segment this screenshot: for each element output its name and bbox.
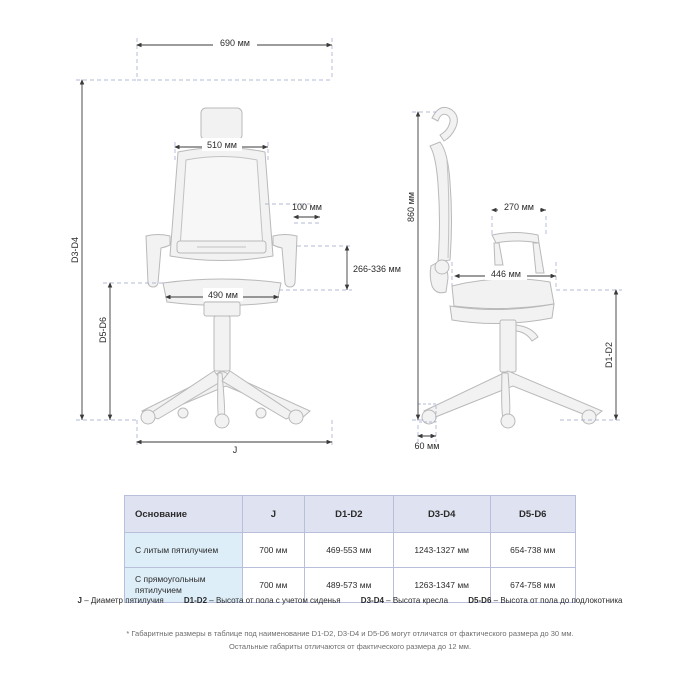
footnote-line-1: * Габаритные размеры в таблице под наименование D1-D2, D3-D4 и D5-D6 могут отличатся от фактического размера до 30 мм. xyxy=(126,629,574,638)
front-view-chair xyxy=(141,108,310,428)
table-header-d3-d4: D3-D4 xyxy=(393,496,490,533)
legend-item-d1-d2 xyxy=(184,596,341,605)
row1-d5-d6: 674-758 мм xyxy=(490,568,576,603)
footnote-line-2: Остальные габариты отличаются от фактического размера до 12 мм. xyxy=(228,641,472,651)
dim-armrest-depth: 270 мм xyxy=(504,202,534,212)
dim-armrest-height: 266-336 мм xyxy=(353,264,401,274)
row0-d5-d6: 654-738 мм xyxy=(490,533,576,568)
legend-code-j: J xyxy=(77,596,82,605)
legend-text-d1-d2: – Высота от пола с учетом сиденья xyxy=(209,596,341,605)
footnotes xyxy=(0,628,700,654)
row0-d1-d2: 469-553 мм xyxy=(304,533,393,568)
row-base-rect: С прямоугольным пятилучием xyxy=(125,568,243,603)
row0-j: 700 мм xyxy=(242,533,304,568)
dim-armrest-gap: 100 мм xyxy=(292,202,322,212)
legend-code-d5-d6: D5-D6 xyxy=(468,596,492,605)
table-header-base: Основание xyxy=(125,496,243,533)
table-header-d1-d2: D1-D2 xyxy=(304,496,393,533)
row0-d3-d4: 1243-1327 мм xyxy=(393,533,490,568)
dim-seat-width: 490 мм xyxy=(208,290,238,300)
dim-base-diameter: J xyxy=(232,445,238,455)
table-header-j: J xyxy=(242,496,304,533)
dim-d5-d6: D5-D6 xyxy=(98,316,108,344)
dim-seat-depth: 446 мм xyxy=(491,269,521,279)
legend-item-d5-d6 xyxy=(468,596,622,605)
row1-j: 700 мм xyxy=(242,568,304,603)
legend-code-d3-d4: D3-D4 xyxy=(360,596,384,605)
table-row xyxy=(125,533,576,568)
legend-item-j xyxy=(78,596,164,605)
specification-table xyxy=(124,495,576,603)
legend-text-j: – Диаметр пятилучия xyxy=(84,596,164,605)
legend-text-d3-d4: – Высота кресла xyxy=(386,596,449,605)
row1-d3-d4: 1263-1347 мм xyxy=(393,568,490,603)
table-header-d5-d6: D5-D6 xyxy=(490,496,576,533)
dim-overall-width: 690 мм xyxy=(220,38,250,48)
dim-d3-d4: D3-D4 xyxy=(70,236,80,264)
legend-item-d3-d4 xyxy=(361,596,448,605)
dim-d1-d2: D1-D2 xyxy=(604,341,614,369)
row-base-cast: С литым пятилучием xyxy=(125,533,243,568)
table-header-row xyxy=(125,496,576,533)
row1-d1-d2: 489-573 мм xyxy=(304,568,393,603)
legend-text-d5-d6: – Высота от пола до подлокотника xyxy=(493,596,623,605)
legend-code-d1-d2: D1-D2 xyxy=(183,596,208,605)
dim-total-height: 860 мм xyxy=(406,192,416,222)
legend xyxy=(0,596,700,605)
dim-caster-size: 60 мм xyxy=(414,441,440,451)
dim-backrest-width: 510 мм xyxy=(207,140,237,150)
